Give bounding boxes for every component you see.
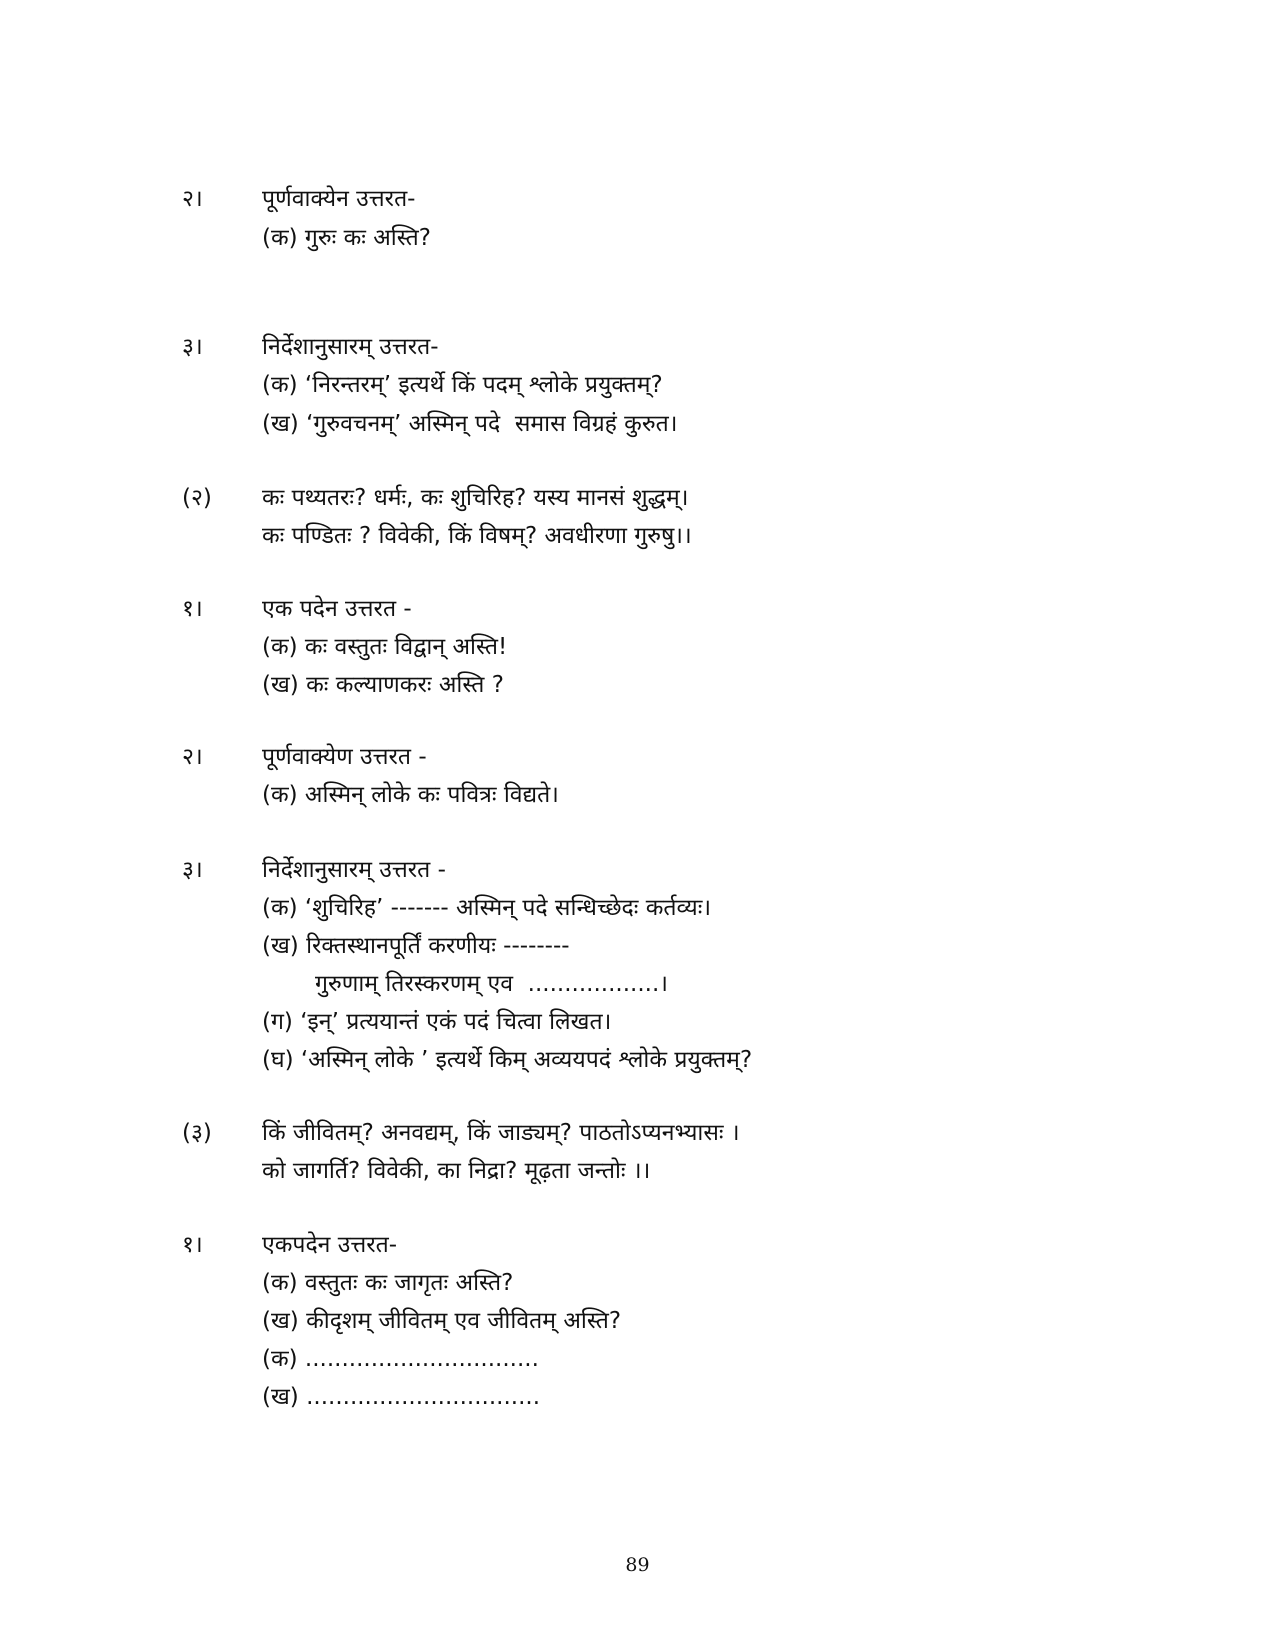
section-number: १।: [182, 596, 203, 622]
question-heading: निर्देशानुसारम् उत्तरत-: [262, 334, 439, 360]
section-number: २।: [182, 744, 203, 770]
question-item: (क) ‘निरन्तरम्’ इत्यर्थे किं पदम् श्लोके प्रयुक्तम्?: [262, 372, 663, 398]
verse-line: कः पथ्यतरः? धर्मः, कः शुचिरिह? यस्य मानसं शुद्धम्।: [262, 485, 689, 511]
question-item: (ख) रिक्तस्थानपूर्तिं करणीयः --------: [262, 933, 570, 959]
question-item: (ख) कः कल्याणकरः अस्ति ?: [262, 672, 504, 698]
answer-blank: (क) ................................: [262, 1346, 539, 1372]
question-item: (क) कः वस्तुतः विद्वान् अस्ति!: [262, 634, 508, 660]
question-heading: निर्देशानुसारम् उत्तरत -: [262, 857, 446, 883]
question-heading: पूर्णवाक्येन उत्तरत-: [262, 186, 416, 212]
verse-line: को जागर्ति? विवेकी, का निद्रा? मूढ़ता जन्तोः ।।: [262, 1158, 651, 1184]
question-item: (क) अस्मिन् लोके कः पवित्रः विद्यते।: [262, 782, 559, 808]
page-number: 89: [625, 1554, 650, 1576]
section-number: ३।: [182, 334, 203, 360]
answer-blank: (ख) ................................: [262, 1384, 541, 1410]
question-item: (ख) ‘गुरुवचनम्’ अस्मिन् पदे समास विग्रहं कुरुत।: [262, 411, 678, 437]
question-item: (क) ‘शुचिरिह’ ------- अस्मिन् पदे सन्धिच्छेदः कर्तव्यः।: [262, 895, 712, 921]
question-heading: पूर्णवाक्येण उत्तरत -: [262, 744, 427, 770]
verse-number: (२): [182, 485, 212, 511]
question-item-continuation: गुरुणाम् तिरस्करणम् एव ..................।: [315, 971, 668, 997]
section-number: १।: [182, 1232, 203, 1258]
verse-line: किं जीवितम्? अनवद्यम्, किं जाड्यम्? पाठतोऽप्यनभ्यासः ।: [262, 1120, 740, 1146]
question-item: (ग) ‘इन्’ प्रत्ययान्तं एकं पदं चित्वा लिखत।: [262, 1009, 612, 1035]
section-number: २।: [182, 186, 203, 212]
section-number: ३।: [182, 857, 203, 883]
question-item: (घ) ‘अस्मिन् लोके ’ इत्यर्थे किम् अव्ययपदं श्लोके प्रयुक्तम्?: [262, 1047, 753, 1073]
verse-number: (३): [182, 1120, 212, 1146]
question-heading: एकपदेन उत्तरत-: [262, 1232, 398, 1258]
question-item: (क) वस्तुतः कः जागृतः अस्ति?: [262, 1270, 514, 1296]
question-item: (ख) कीदृशम् जीवितम् एव जीवितम् अस्ति?: [262, 1308, 622, 1334]
question-heading: एक पदेन उत्तरत -: [262, 596, 412, 622]
verse-line: कः पण्डितः ? विवेकी, किं विषम्? अवधीरणा गुरुषु।।: [262, 523, 692, 549]
question-item: (क) गुरुः कः अस्ति?: [262, 225, 431, 251]
